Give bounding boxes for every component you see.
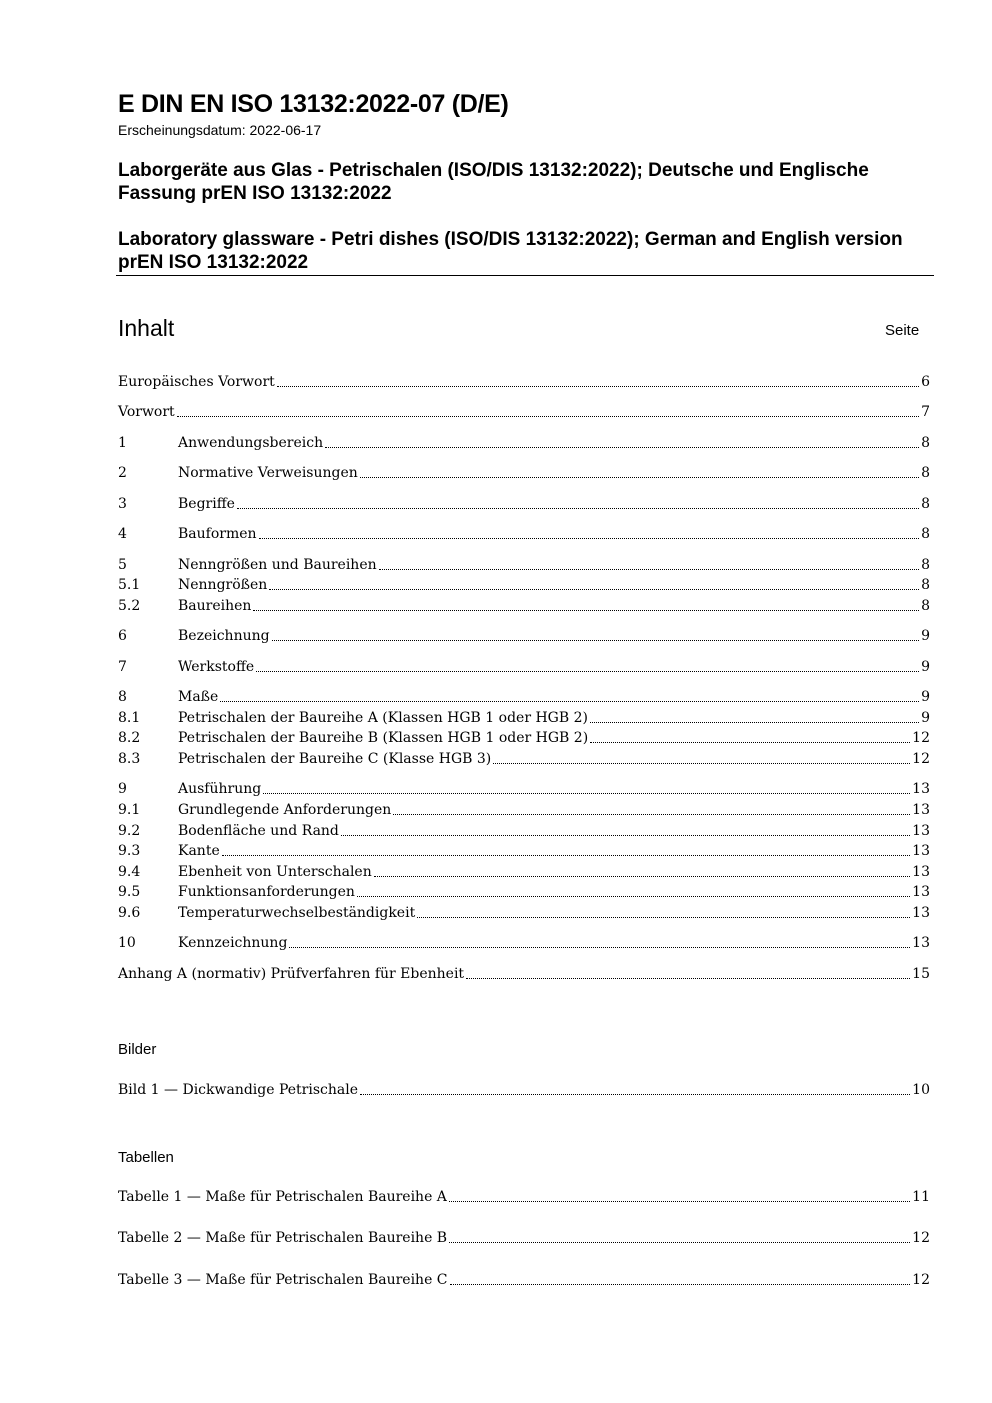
toc-entry-title: Vorwort bbox=[118, 404, 175, 420]
toc-entry-page: 13 bbox=[912, 781, 930, 797]
toc-entry-page: 8 bbox=[921, 557, 930, 573]
table-entry-page: 11 bbox=[912, 1189, 930, 1205]
toc-entry-page: 7 bbox=[921, 404, 930, 420]
toc-leader-dots bbox=[379, 568, 919, 570]
toc-entry-page: 13 bbox=[912, 864, 930, 880]
toc-entry-page: 13 bbox=[912, 905, 930, 921]
toc-entry-number: 8.2 bbox=[118, 730, 141, 746]
toc-entry-title: Temperaturwechselbeständigkeit bbox=[178, 905, 416, 921]
toc-entry-page: 13 bbox=[912, 935, 930, 951]
toc-entry-title: Bezeichnung bbox=[178, 628, 270, 644]
toc-entry[interactable] bbox=[118, 524, 930, 544]
toc-leader-dots bbox=[220, 700, 919, 702]
toc-entry-number: 9.3 bbox=[118, 843, 141, 859]
toc-entry-title: Kennzeichnung bbox=[178, 935, 288, 951]
toc-entry[interactable] bbox=[118, 728, 930, 748]
title-english: Laboratory glassware - Petri dishes (ISO/DIS 13132:2022); German and English version prEN ISO 13132:2022 bbox=[118, 229, 903, 273]
toc-entry[interactable] bbox=[118, 555, 930, 575]
toc-leader-dots bbox=[590, 741, 910, 743]
toc-leader-dots bbox=[259, 537, 920, 539]
toc-leader-dots bbox=[341, 834, 910, 836]
toc-entry[interactable] bbox=[118, 657, 930, 677]
toc-entry-number: 7 bbox=[118, 659, 127, 675]
toc-entry-number: 2 bbox=[118, 465, 127, 481]
toc-entry[interactable] bbox=[118, 779, 930, 799]
toc-entry-title: Normative Verweisungen bbox=[178, 465, 358, 481]
toc-entry[interactable] bbox=[118, 687, 930, 707]
toc-entry-number: 9 bbox=[118, 781, 127, 797]
toc-entry-number: 5.2 bbox=[118, 598, 141, 614]
toc-entry[interactable] bbox=[118, 402, 930, 422]
table-entry-page: 12 bbox=[912, 1230, 930, 1246]
toc-entry-page: 9 bbox=[921, 628, 930, 644]
toc-entry-page: 8 bbox=[921, 577, 930, 593]
toc-leader-dots bbox=[450, 1283, 911, 1285]
toc-entry[interactable] bbox=[118, 596, 930, 616]
toc-entry-page: 13 bbox=[912, 843, 930, 859]
toc-entry[interactable] bbox=[118, 800, 930, 820]
toc-entry-title: Ebenheit von Unterschalen bbox=[178, 864, 372, 880]
toc-entry-page: 13 bbox=[912, 802, 930, 818]
toc-entry[interactable] bbox=[118, 933, 930, 953]
toc-entry-number: 9.5 bbox=[118, 884, 141, 900]
toc-leader-dots bbox=[263, 792, 910, 794]
toc-heading: Inhalt bbox=[118, 315, 175, 341]
toc-entry-page: 15 bbox=[912, 966, 930, 982]
toc-leader-dots bbox=[360, 476, 919, 478]
toc-entry-title: Petrischalen der Baureihe B (Klassen HGB 1 oder HGB 2) bbox=[178, 730, 589, 746]
toc-entry-number: 9.2 bbox=[118, 823, 141, 839]
toc-entry-number: 5.1 bbox=[118, 577, 141, 593]
toc-leader-dots bbox=[272, 639, 919, 641]
toc-entry-page: 6 bbox=[921, 374, 930, 390]
tables-heading: Tabellen bbox=[118, 1149, 174, 1166]
toc-entry-number: 1 bbox=[118, 435, 127, 451]
table-entry[interactable] bbox=[118, 1187, 930, 1207]
toc-entry[interactable] bbox=[118, 372, 930, 392]
toc-entry-title: Maße bbox=[178, 689, 219, 705]
table-entry[interactable] bbox=[118, 1270, 930, 1290]
toc-leader-dots bbox=[360, 1093, 910, 1095]
toc-entry-title: Baureihen bbox=[178, 598, 252, 614]
toc-entry-title: Bodenfläche und Rand bbox=[178, 823, 339, 839]
toc-entry[interactable] bbox=[118, 463, 930, 483]
toc-entry-page: 13 bbox=[912, 884, 930, 900]
toc-entry-page: 12 bbox=[912, 730, 930, 746]
toc-leader-dots bbox=[277, 385, 919, 387]
toc-entry[interactable] bbox=[118, 821, 930, 841]
toc-entry-page: 9 bbox=[921, 659, 930, 675]
toc-entry-title: Werkstoffe bbox=[178, 659, 255, 675]
toc-entry-title: Europäisches Vorwort bbox=[118, 374, 275, 390]
toc-entry-title: Petrischalen der Baureihe A (Klassen HGB 1 oder HGB 2) bbox=[178, 710, 588, 726]
figure-entry[interactable] bbox=[118, 1080, 930, 1100]
toc-leader-dots bbox=[222, 854, 910, 856]
toc-leader-dots bbox=[374, 875, 910, 877]
toc-page-label: Seite bbox=[885, 322, 920, 339]
toc-entry-number: 9.6 bbox=[118, 905, 141, 921]
toc-entry-title: Petrischalen der Baureihe C (Klasse HGB 3) bbox=[178, 751, 492, 767]
toc-entry[interactable] bbox=[118, 433, 930, 453]
toc-leader-dots bbox=[325, 446, 919, 448]
toc-entry-title: Anwendungsbereich bbox=[178, 435, 324, 451]
toc-entry-page: 8 bbox=[921, 435, 930, 451]
toc-entry-title: Begriffe bbox=[178, 496, 235, 512]
publication-date: Erscheinungsdatum: 2022-06-17 bbox=[118, 122, 322, 138]
toc-entry[interactable] bbox=[118, 749, 930, 769]
toc-entry-title: Kante bbox=[178, 843, 220, 859]
toc-entry-number: 5 bbox=[118, 557, 127, 573]
table-entry-title: Tabelle 3 — Maße für Petrischalen Baureihe C bbox=[118, 1272, 448, 1288]
toc-entry-number: 10 bbox=[118, 935, 136, 951]
document-id: E DIN EN ISO 13132:2022-07 (D/E) bbox=[118, 90, 509, 118]
toc-leader-dots bbox=[590, 721, 919, 723]
toc-entry-title: Ausführung bbox=[178, 781, 262, 797]
toc-entry[interactable] bbox=[118, 626, 930, 646]
toc-entry[interactable] bbox=[118, 841, 930, 861]
table-entry-page: 12 bbox=[912, 1272, 930, 1288]
figure-entry-title: Bild 1 — Dickwandige Petrischale bbox=[118, 1082, 358, 1098]
toc-entry-title: Bauformen bbox=[178, 526, 257, 542]
toc-leader-dots bbox=[466, 977, 910, 979]
toc-entry-number: 8.3 bbox=[118, 751, 141, 767]
toc-entry-number: 8.1 bbox=[118, 710, 141, 726]
table-entry-title: Tabelle 1 — Maße für Petrischalen Baureihe A bbox=[118, 1189, 447, 1205]
figures-heading: Bilder bbox=[118, 1041, 157, 1058]
table-entry-title: Tabelle 2 — Maße für Petrischalen Baureihe B bbox=[118, 1230, 448, 1246]
toc-entry-title: Grundlegende Anforderungen bbox=[178, 802, 392, 818]
toc-entry[interactable] bbox=[118, 862, 930, 882]
toc-entry-page: 8 bbox=[921, 526, 930, 542]
toc-entry-number: 4 bbox=[118, 526, 127, 542]
toc-entry-title: Nenngrößen und Baureihen bbox=[178, 557, 377, 573]
table-entry[interactable] bbox=[118, 1228, 930, 1248]
toc-entry[interactable] bbox=[118, 964, 930, 984]
toc-entry-title: Anhang A (normativ) Prüfverfahren für Ebenheit bbox=[118, 966, 465, 982]
toc-leader-dots bbox=[256, 670, 919, 672]
toc-leader-dots bbox=[393, 813, 910, 815]
figure-entry-page: 10 bbox=[912, 1082, 930, 1098]
toc-entry-page: 12 bbox=[912, 751, 930, 767]
toc-leader-dots bbox=[449, 1241, 910, 1243]
toc-entry-number: 8 bbox=[118, 689, 127, 705]
toc-entry-page: 9 bbox=[921, 710, 930, 726]
toc-leader-dots bbox=[417, 916, 910, 918]
toc-entry[interactable] bbox=[118, 882, 930, 902]
toc-leader-dots bbox=[253, 609, 919, 611]
header-divider bbox=[116, 275, 934, 276]
toc-entry-title: Nenngrößen bbox=[178, 577, 268, 593]
toc-leader-dots bbox=[177, 415, 919, 417]
toc-entry-number: 6 bbox=[118, 628, 127, 644]
toc-entry-title: Funktionsanforderungen bbox=[178, 884, 355, 900]
toc-entry-page: 8 bbox=[921, 465, 930, 481]
toc-entry-page: 9 bbox=[921, 689, 930, 705]
toc-leader-dots bbox=[357, 895, 910, 897]
toc-entry-number: 3 bbox=[118, 496, 127, 512]
toc-leader-dots bbox=[269, 588, 919, 590]
toc-entry[interactable] bbox=[118, 494, 930, 514]
toc-entry-page: 8 bbox=[921, 496, 930, 512]
toc-entry-page: 8 bbox=[921, 598, 930, 614]
toc-entry[interactable] bbox=[118, 903, 930, 923]
toc-leader-dots bbox=[449, 1200, 910, 1202]
toc-entry-number: 9.4 bbox=[118, 864, 141, 880]
toc-leader-dots bbox=[493, 762, 910, 764]
toc-entry[interactable] bbox=[118, 708, 930, 728]
toc-leader-dots bbox=[289, 946, 910, 948]
toc-entry-page: 13 bbox=[912, 823, 930, 839]
toc-leader-dots bbox=[237, 507, 919, 509]
toc-entry-number: 9.1 bbox=[118, 802, 141, 818]
toc-entry[interactable] bbox=[118, 575, 930, 595]
title-german: Laborgeräte aus Glas - Petrischalen (ISO/DIS 13132:2022); Deutsche und Englische Fassung prEN ISO 13132:2022 bbox=[118, 160, 869, 204]
